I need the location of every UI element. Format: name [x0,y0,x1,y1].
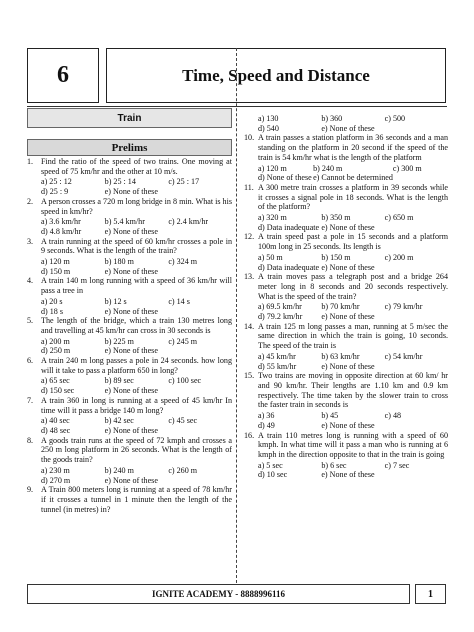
question [27,436,232,465]
answer-options [27,297,232,316]
question [244,232,448,251]
answer-option: d) None of these [258,173,312,183]
question-block [27,237,232,277]
column-divider [236,48,237,583]
answer-option: c) 300 m [392,163,422,173]
question [27,237,232,256]
topic-heading: Train [27,108,232,128]
answer-options [27,376,232,395]
answer-option: e) None of these [321,361,375,371]
answer-option: a) 320 m [258,213,287,223]
answer-option: b) 12 s [104,296,127,306]
answer-option: b) 225 m [104,336,134,346]
question [27,485,232,514]
answer-option: d) 79.2 km/hr [258,312,303,322]
answer-option: c) 14 s [168,296,190,306]
answer-option: b) 240 m [313,163,343,173]
left-column [27,157,232,515]
answer-option: c) 45 sec [168,416,198,426]
answer-option: c) 2.4 km/hr [168,217,209,227]
answer-option: a) 45 km/hr [258,351,296,361]
answer-option: b) 180 m [104,257,134,267]
answer-option: b) 6 sec [321,460,347,470]
answer-option: d) Data inadequate [258,222,320,232]
question-block [244,431,448,481]
question-block [27,316,232,356]
question-block [27,276,232,316]
question-number: 15. [244,371,255,381]
question-block [27,485,232,514]
answer-options [244,253,448,272]
answer-option: e) None of these [104,386,158,396]
answer-options [244,461,448,480]
question-number: 16. [244,430,255,440]
answer-option: c) 54 km/hr [384,351,423,361]
answer-options [27,416,232,435]
answer-option: d) 25 : 9 [41,187,69,197]
question-text: The length of the bridge, which a train 130 metres long and travelling at 45 km/hr can cross in 30 seconds is [41,316,232,335]
question-number: 13. [244,272,255,282]
question-text: A train speed past a pole in 15 seconds and a platform 100m long in 25 seconds. Its length is [258,232,448,252]
question-number: 8. [27,435,34,445]
question-block [244,272,448,322]
answer-options [244,213,448,232]
answer-option: d) 10 sec [258,470,288,480]
answer-option: b) 63 km/hr [321,351,360,361]
answer-options [244,411,448,430]
answer-option: b) 89 sec [104,376,134,386]
answer-options [244,164,448,183]
question-block [244,114,448,133]
question [244,272,448,301]
page-number: 1 [415,584,446,604]
answer-option: d) 150 m [41,266,71,276]
answer-option: e) None of these [104,266,158,276]
question [27,316,232,335]
question-text: A train 110 metres long is running with a speed of 60 kmph. In what time will it pass a man who is running at 6 kmph in the direction opposite to that in the train is going [258,430,448,459]
question [244,322,448,351]
answer-option: d) 150 sec [41,386,75,396]
question-text: Find the ratio of the speed of two trains. One moving at speed of 75 km/hr and the other at 10 m/s. [41,157,232,176]
question-block [27,157,232,197]
answer-option: e) None of these [104,475,158,485]
answer-option: d) 55 km/hr [258,361,297,371]
answer-option: c) 100 sec [168,376,202,386]
answer-option: d) 250 m [41,346,71,356]
answer-option: c) 25 : 17 [168,177,200,187]
footer-academy: IGNITE ACADEMY - 8888996116 [27,584,410,604]
question-text: A train running at the speed of 60 km/hr crosses a pole in 9 seconds. What is the length of the train? [41,236,232,256]
question [27,396,232,415]
answer-option: e) None of these [104,226,158,236]
question-text: A train passes a station platform in 36 seconds and a man standing on the platform in 20 second if the speed of the train is 54 km/hr what is the length of the platform [258,133,448,162]
answer-option: a) 200 m [41,336,70,346]
answer-options [244,114,448,133]
question-number: 5. [27,316,34,326]
question-number: 4. [27,276,34,286]
question-text: A Train 800 meters long is running at a speed of 78 km/hr if it crosses a tunnel in 1 minute then the length of the tunnel (in metres) in? [41,485,232,514]
answer-option: a) 69.5 km/hr [258,302,302,312]
answer-option: c) 200 m [384,252,414,262]
question-number: 2. [27,196,34,206]
answer-options [244,302,448,321]
answer-option: e) None of these [321,312,375,322]
question-block [27,197,232,237]
answer-option: b) 5.4 km/hr [104,217,145,227]
answer-option: c) 500 [384,114,406,123]
question-block [244,371,448,430]
answer-option: a) 20 s [41,296,63,306]
question [27,197,232,216]
answer-option: a) 3.6 km/hr [41,217,81,227]
answer-option: a) 65 sec [41,376,70,386]
question-text: A train moves pass a telegraph post and a bridge 264 meter long in 8 seconds and 20 seconds respectively. What is the speed of the train? [258,272,448,301]
answer-option: d) 48 sec [41,425,71,435]
answer-options [27,466,232,485]
answer-option: e) None of these [104,306,158,316]
answer-option: d) 270 m [41,475,71,485]
question-number: 11. [244,182,254,192]
answer-option: b) 150 m [321,252,351,262]
question-number: 6. [27,356,34,366]
question-number: 12. [244,232,255,242]
answer-option: b) 70 km/hr [321,302,360,312]
question-number: 10. [244,133,255,143]
answer-option: d) Data inadequate [258,262,320,272]
answer-option: d) 540 [258,123,279,133]
question-number: 7. [27,395,34,405]
question-number: 1. [27,157,34,166]
answer-option: a) 40 sec [41,416,70,426]
answer-option: c) 650 m [384,213,414,223]
answer-options [27,217,232,236]
question [27,276,232,295]
chapter-number: 6 [27,48,99,103]
answer-option: e) Cannot be determined [313,173,393,183]
question-text: A train 140 m long running with a speed of 36 km/hr will pass a tree in [41,276,232,296]
answer-option: a) 120 m [41,257,70,267]
question-number: 14. [244,321,255,331]
question-text: A train 125 m long passes a man, running at 5 m/sec the same direction in which the train is going, 10 seconds. The speed of the train is [258,321,448,351]
answer-option: a) 50 m [258,252,283,262]
question-block [27,356,232,396]
question-number: 9. [27,485,34,495]
answer-option: b) 350 m [321,213,351,223]
answer-option: a) 25 : 12 [41,177,72,187]
header-rule [27,106,447,107]
answer-option: b) 360 [321,114,343,123]
question [244,183,448,212]
answer-options [27,257,232,276]
question-text: A person crosses a 720 m long bridge in 8 min. What is his speed in km/hr? [41,196,232,216]
question-block [27,396,232,436]
answer-option: e) None of these [321,222,375,232]
question-text: A goods train runs at the speed of 72 kmph and crosses a 250 m long platform in 26 seconds. What is the length of the goods train? [41,435,232,465]
question-block [244,183,448,233]
answer-option: b) 42 sec [104,416,134,426]
answer-option: c) 7 sec [384,460,410,470]
question [244,431,448,460]
answer-option: d) 49 [258,420,275,430]
answer-option: e) None of these [321,123,375,133]
question [27,356,232,375]
question-block [244,232,448,272]
answer-options [27,337,232,356]
question [27,157,232,176]
answer-option: e) None of these [321,420,375,430]
answer-option: e) None of these [104,187,158,197]
answer-option: d) 18 s [41,306,64,316]
answer-option: a) 230 m [41,465,70,475]
answer-option: b) 45 [321,411,339,421]
answer-option: a) 36 [258,411,275,421]
answer-option: c) 48 [384,411,402,421]
answer-option: e) None of these [104,425,158,435]
answer-options [27,177,232,196]
answer-option: a) 120 m [258,163,287,173]
answer-option: c) 260 m [168,465,198,475]
question-text: A 300 metre train crosses a platform in 39 seconds while it crosses a signal pole in 18 seconds. What is the length of the platform? [258,182,448,212]
chapter-title: Time, Speed and Distance [106,48,446,103]
answer-option: a) 130 [258,114,279,123]
answer-option: c) 324 m [168,257,198,267]
answer-option: c) 245 m [168,336,198,346]
answer-options [244,352,448,371]
question-number: 3. [27,236,34,246]
answer-option: b) 25 : 14 [104,177,136,187]
question [244,133,448,162]
answer-option: b) 240 m [104,465,134,475]
question-text: A train 360 in long is running at a speed of 45 km/hr In time will it pass a bridge 140 m long? [41,395,232,415]
right-column [244,114,448,480]
question-block [244,322,448,372]
question-block [27,436,232,486]
answer-option: d) 4.8 km/hr [41,226,82,236]
question-text: A train 240 m long passes a pole in 24 seconds. how long will it take to pass a platform 650 in long? [41,356,232,375]
section-heading: Prelims [27,139,232,156]
answer-option: e) None of these [321,262,375,272]
answer-option: c) 79 km/hr [384,302,423,312]
answer-option: e) None of these [104,346,158,356]
question-text: Two trains are moving in opposite direction at 60 km/ hr and 90 km/hr. Their lengths are 1.10 km and 0.9 km respectively. The time taken by the slower train to cross the faster train in seconds is [258,371,448,410]
question-block [244,133,448,183]
answer-option: e) None of these [321,470,375,480]
answer-option: a) 5 sec [258,460,283,470]
question [244,371,448,410]
